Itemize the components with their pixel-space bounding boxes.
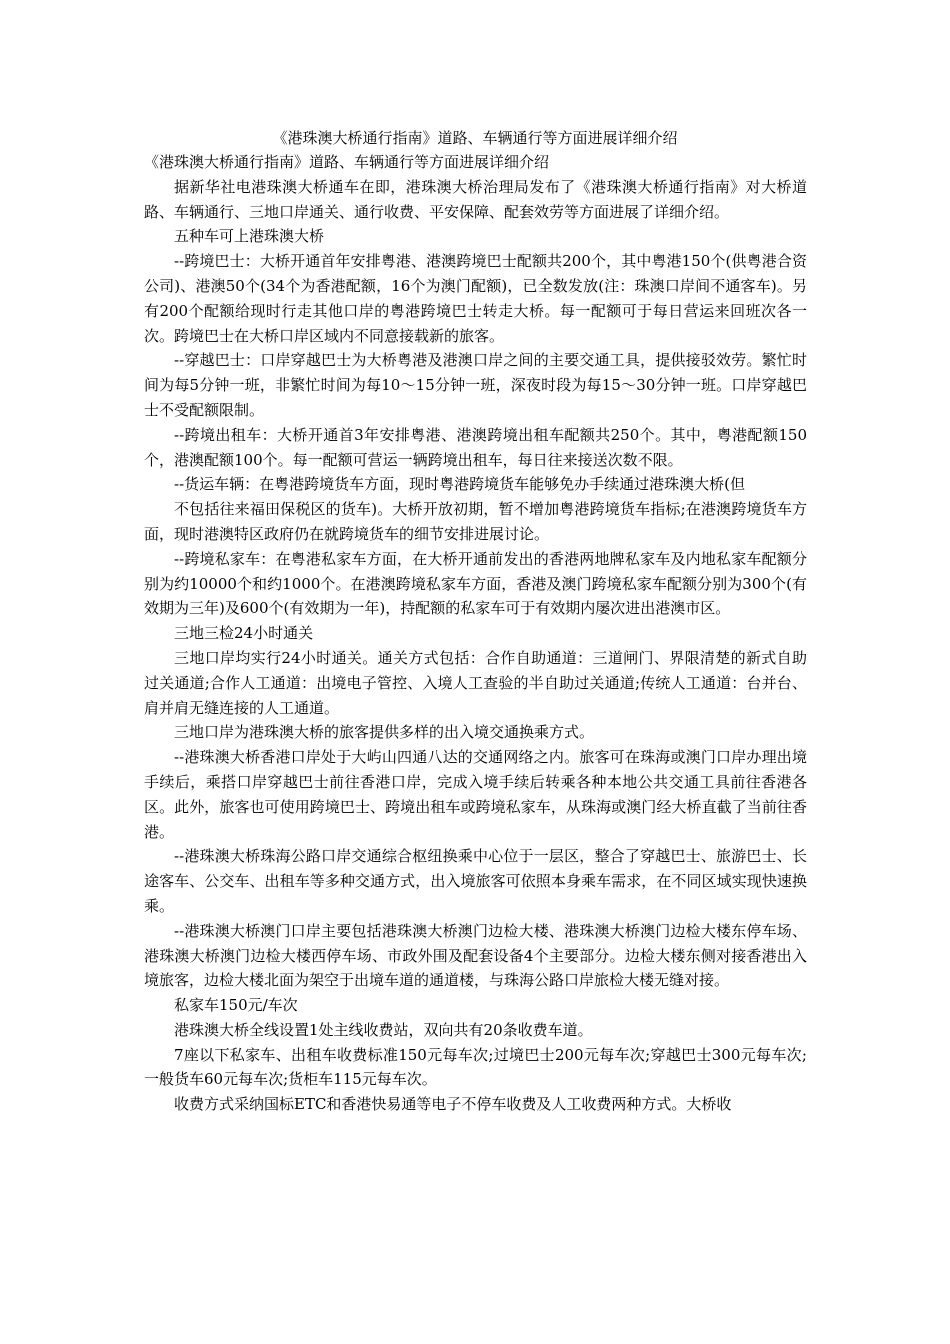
- paragraph-intro: 据新华社电港珠澳大桥通车在即，港珠澳大桥治理局发布了《港珠澳大桥通行指南》对大桥道路、车辆通行、三地口岸通关、通行收费、平安保障、配套效劳等方面进展了详细介绍。: [144, 177, 807, 221]
- document-subtitle: 《港珠澳大桥通行指南》道路、车辆通行等方面进展详细介绍: [144, 153, 550, 171]
- document-body: [144, 150, 807, 1117]
- paragraph-transfer-options: 三地口岸为港珠澳大桥的旅客提供多样的出入境交通换乘方式。: [174, 723, 595, 742]
- paragraph-clearance-modes: 三地口岸均实行24小时通关。通关方式包括：合作自助通道：三道闸门、界限清楚的新式自助过关通道;合作人工通道：出境电子管控、入境人工查验的半自助过关通道;传统人工通道：台并台、肩并肩无缝连接的人工通道。: [144, 648, 807, 717]
- paragraph-goods-vehicles-continued: 不包括往来福田保税区的货车)。大桥开放初期，暂不增加粤港跨境货车指标;在港澳跨境货车方面，现时港澳特区政府仍在就跨境货车的细节安排进展讨论。: [144, 500, 807, 543]
- paragraph-hong-kong-port: --港珠澳大桥香港口岸处于大屿山四通八达的交通网络之内。旅客可在珠海或澳门口岸办理出境手续后，乘搭口岸穿越巴士前往香港口岸，完成入境手续后转乘各种本地公共交通工具前往香港各区。此外，旅客也可使用跨境巴士、跨境出租车或跨境私家车，从珠海或澳门经大桥直截了当前往香港。: [144, 748, 807, 841]
- paragraph-toll-rates: 7座以下私家车、出租车收费标准150元每车次;过境巴士200元每车次;穿越巴士300元每车次;一般货车60元每车次;货柜车115元每车次。: [144, 1045, 807, 1089]
- paragraph-zhuhai-port: --港珠澳大桥珠海公路口岸交通综合枢纽换乘中心位于一层区，整合了穿越巴士、旅游巴士、长途客车、公交车、出租车等多种交通方式，出入境旅客可依照本身乘车需求，在不同区域实现快速换乘。: [144, 847, 807, 915]
- paragraph-payment-methods: 收费方式采纳国标ETC和香港快易通等电子不停车收费及人工收费两种方式。大桥收: [174, 1095, 732, 1114]
- paragraph-goods-vehicles: --货运车辆：在粤港跨境货车方面，现时粤港跨境货车能够免办手续通过港珠澳大桥(但: [174, 475, 745, 494]
- section-heading-vehicles: 五种车可上港珠澳大桥: [174, 227, 325, 246]
- document-title: 《港珠澳大桥通行指南》道路、车辆通行等方面进展详细介绍: [272, 129, 678, 147]
- paragraph-macao-port: --港珠澳大桥澳门口岸主要包括港珠澳大桥澳门边检大楼、港珠澳大桥澳门边检大楼东停车场、港珠澳大桥澳门边检大楼西停车场、市政外围及配套设备4个主要部分。边检大楼东侧对接香港出入境旅客，边检大楼北面为架空于出境车道的通道楼，与珠海公路口岸旅检大楼无缝对接。: [144, 921, 807, 990]
- paragraph-private-cars: --跨境私家车：在粤港私家车方面，在大桥开通前发出的香港两地牌私家车及内地私家车配额分别为约10000个和约1000个。在港澳跨境私家车方面，香港及澳门跨境私家车配额分别为300个(有效期为三年)及600个(有效期为一年)，持配额的私家车可于有效期内屡次进出港澳市区。: [144, 549, 807, 618]
- section-heading-clearance: 三地三检24小时通关: [174, 624, 314, 643]
- section-heading-tolls: 私家车150元/车次: [174, 996, 298, 1015]
- paragraph-cross-border-taxi: --跨境出租车：大桥开通首3年安排粤港、港澳跨境出租车配额共250个。其中，粤港配额150个，港澳配额100个。每一配额可营运一辆跨境出租车，每日往来接送次数不限。: [144, 425, 807, 469]
- paragraph-cross-border-bus: --跨境巴士：大桥开通首年安排粤港、港澳跨境巴士配额共200个，其中粤港150个(供粤港合资公司)、港澳50个(34个为香港配额，16个为澳门配额)，已全数发放(注：珠澳口岸间不通客车)。另有200个配额给现时行走其他口岸的粤港跨境巴士转走大桥。每一配额可于每日营运来回班次各一次。跨境巴士在大桥口岸区域内不同意接载新的旅客。: [144, 252, 807, 345]
- paragraph-shuttle-bus: --穿越巴士：口岸穿越巴士为大桥粤港及港澳口岸之间的主要交通工具，提供接驳效劳。繁忙时间为每5分钟一班，非繁忙时间为每10～15分钟一班，深夜时段为每15～30分钟一班。口岸穿越巴士不受配额限制。: [144, 351, 807, 419]
- paragraph-toll-station: 港珠澳大桥全线设置1处主线收费站，双向共有20条收费车道。: [174, 1020, 593, 1039]
